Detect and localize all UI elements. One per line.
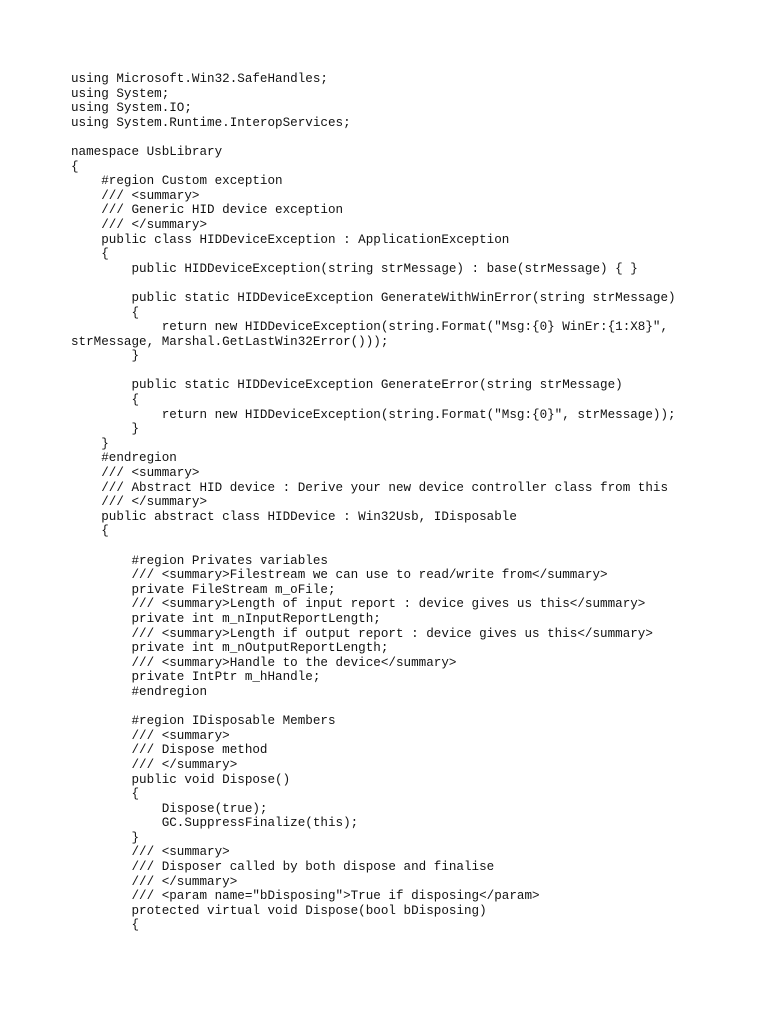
code-line: /// <summary> [71,845,230,860]
code-line: public HIDDeviceException(string strMessage) : base(strMessage) { } [71,261,638,276]
code-line: /// <summary>Filestream we can use to read/write from</summary> [71,568,608,583]
code-line: public class HIDDeviceException : ApplicationException [71,232,510,247]
code-line: } [71,349,140,364]
code-line: /// <summary> [71,188,200,203]
code-line: private FileStream m_oFile; [71,582,336,597]
code-line: private IntPtr m_hHandle; [71,670,321,685]
code-line: /// <param name="bDisposing">True if disposing</param> [71,889,540,904]
code-line: /// Generic HID device exception [71,203,344,218]
code-line: strMessage, Marshal.GetLastWin32Error())); [71,334,389,349]
code-line: /// </summary> [71,495,208,510]
code-line: using Microsoft.Win32.SafeHandles; [71,72,328,86]
code-line: /// </summary> [71,217,208,232]
code-line: { [71,159,79,174]
code-line: GC.SuppressFinalize(this); [71,816,359,831]
code-line: /// Dispose method [71,743,268,758]
code-line: Dispose(true); [71,801,268,816]
code-line: /// Abstract HID device : Derive your new device controller class from this [71,480,669,495]
code-line: /// <summary>Handle to the device</summary> [71,655,457,670]
code-line: { [71,918,140,933]
code-line: #region Custom exception [71,174,283,189]
code-line: } [71,830,140,845]
code-line: using System.Runtime.InteropServices; [71,115,351,130]
code-line [71,130,761,145]
code-line: { [71,787,140,802]
code-line: { [71,524,109,539]
code-line: private int m_nInputReportLength; [71,611,381,626]
code-line: #endregion [71,684,208,699]
code-line: { [71,305,140,320]
code-line: /// Disposer called by both dispose and finalise [71,860,495,875]
code-line: using System; [71,86,170,101]
code-line: public static HIDDeviceException GenerateWithWinError(string strMessage) [71,290,676,305]
code-line: public abstract class HIDDevice : Win32Usb, IDisposable [71,509,517,524]
code-listing [71,72,761,933]
code-line: { [71,393,140,408]
code-line: } [71,436,109,451]
code-line: protected virtual void Dispose(bool bDisposing) [71,903,487,918]
code-line [71,700,761,715]
code-line: } [71,422,140,437]
code-line: #endregion [71,451,177,466]
code-line: using System.IO; [71,101,192,116]
code-line: /// </summary> [71,874,238,889]
code-line: private int m_nOutputReportLength; [71,641,389,656]
code-line [71,276,761,291]
code-line [71,539,761,554]
code-line: /// <summary>Length of input report : device gives us this</summary> [71,597,646,612]
code-line: #region Privates variables [71,553,328,568]
code-line: /// <summary>Length if output report : device gives us this</summary> [71,626,653,641]
code-line: public void Dispose() [71,772,291,787]
code-line [71,364,761,379]
code-line: public static HIDDeviceException GenerateError(string strMessage) [71,378,623,393]
code-line: #region IDisposable Members [71,714,336,729]
code-line: /// <summary> [71,728,230,743]
code-line: /// </summary> [71,757,238,772]
code-line: return new HIDDeviceException(string.Format("Msg:{0}", strMessage)); [71,407,676,422]
code-line: { [71,247,109,262]
code-line: namespace UsbLibrary [71,144,223,159]
code-line: return new HIDDeviceException(string.Format("Msg:{0} WinEr:{1:X8}", [71,320,669,335]
code-line: /// <summary> [71,466,200,481]
